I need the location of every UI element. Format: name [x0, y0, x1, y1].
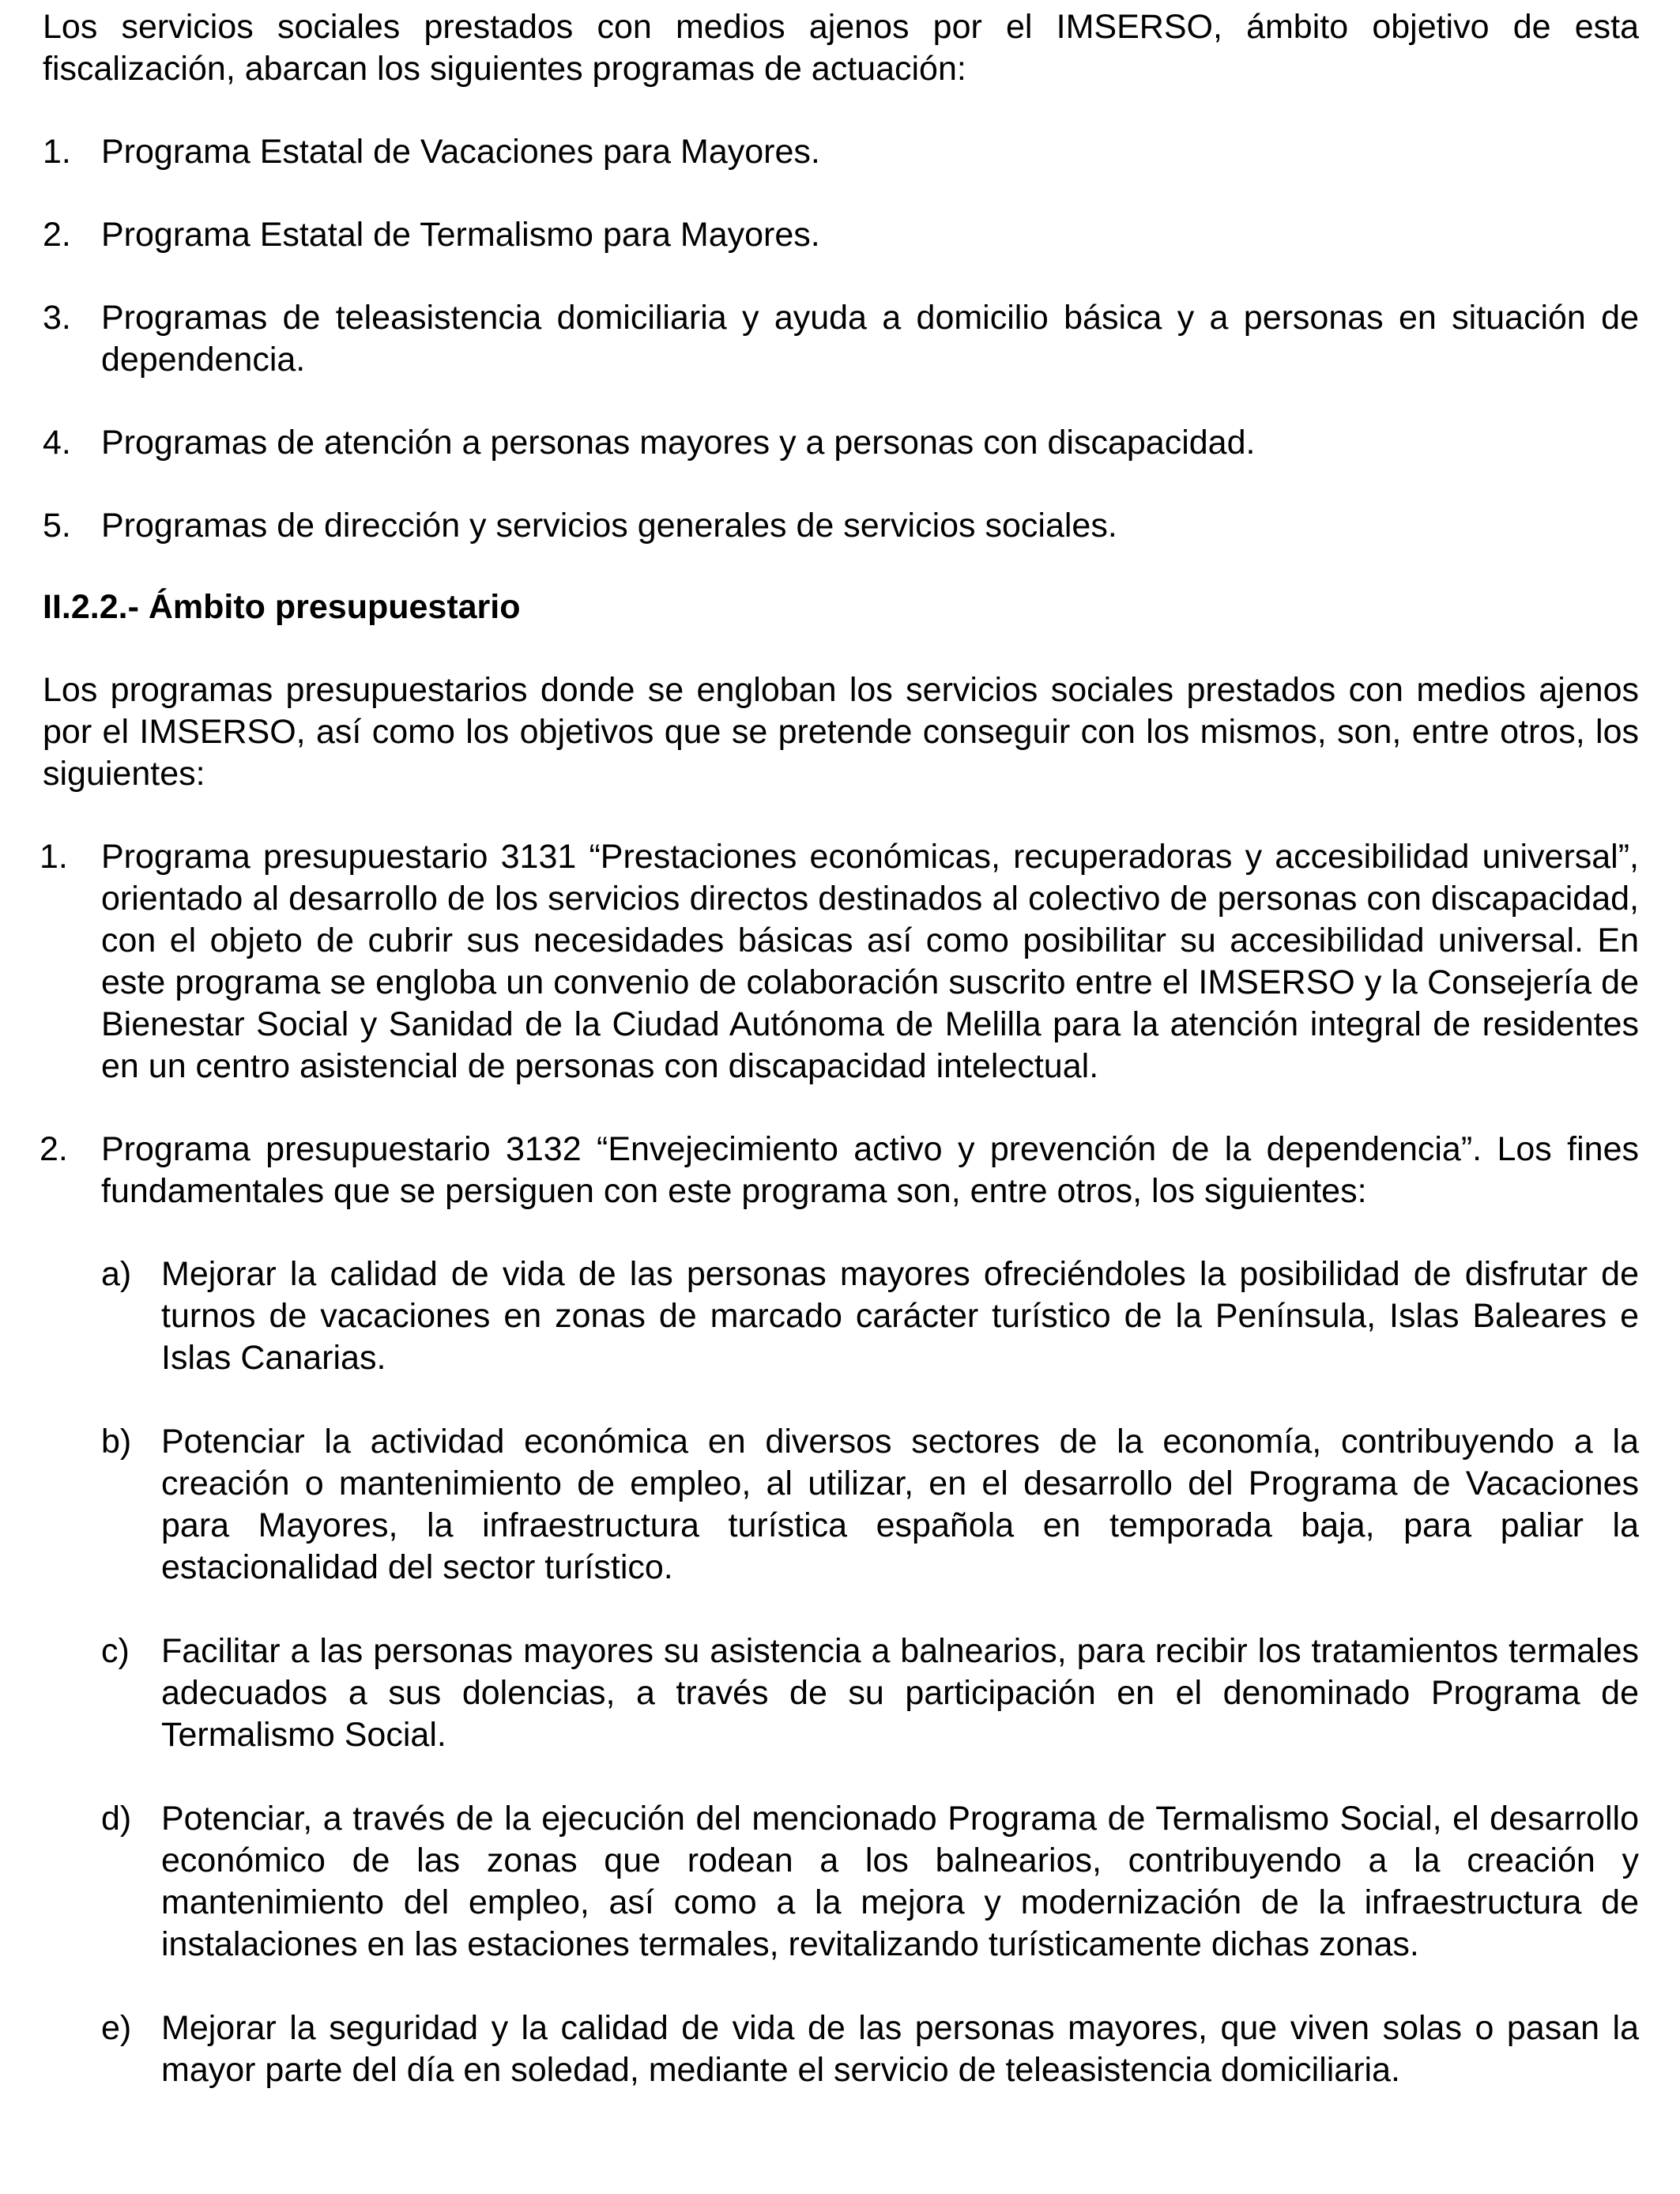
budget-program-text: Programa presupuestario 3132 “Envejecimiento activo y prevención de la dependencia”. Los fines fundamentales que se persiguen con este programa son, entre otros, los siguientes: [101, 1130, 1639, 1210]
program-item [43, 131, 1639, 173]
document-page [40, 6, 1639, 2091]
program-item [43, 422, 1639, 464]
program-text: Programas de teleasistencia domiciliaria y ayuda a domicilio básica y a personas en situación de dependencia. [101, 299, 1639, 379]
objective-text: Potenciar la actividad económica en diversos sectores de la economía, contribuyendo a la creación o mantenimiento de empleo, al utilizar, en el desarrollo del Programa de Vacaciones para Mayores, la infraestructura turística española en temporada baja, para paliar la estacionalidad del sector turístico. [161, 1423, 1639, 1586]
program-text: Programas de dirección y servicios generales de servicios sociales. [101, 507, 1117, 545]
program-text: Programas de atención a personas mayores y a personas con discapacidad. [101, 424, 1256, 462]
program-number: 2. [43, 216, 71, 254]
objective-letter: c) [101, 1632, 130, 1670]
objective-item [43, 1798, 1639, 1966]
objective-text: Mejorar la seguridad y la calidad de vida de las personas mayores, que viven solas o pasan la mayor parte del día en soledad, mediante el servicio de teleasistencia domiciliaria. [161, 2009, 1639, 2089]
program-item [43, 214, 1639, 256]
budget-program-number: 2. [40, 1130, 68, 1168]
objective-text: Potenciar, a través de la ejecución del mencionado Programa de Termalismo Social, el desarrollo económico de las zonas que rodean a los balnearios, contribuyendo a la creación y mantenimiento del empleo, así como a la mejora y modernización de la infraestructura de instalaciones en las estaciones termales, revitalizando turísticamente dichas zonas. [161, 1800, 1639, 1963]
program-number: 1. [43, 133, 71, 171]
budget-program-text: Programa presupuestario 3131 “Prestaciones económicas, recuperadoras y accesibilidad universal”, orientado al desarrollo de los servicios directos destinados al colectivo de personas con discapacidad, con el objeto de cubrir sus necesidades básicas así como posibilitar su accesibilidad universal. En este programa se engloba un convenio de colaboración suscrito entre el IMSERSO y la Consejería de Bienestar Social y Sanidad de la Ciudad Autónoma de Melilla para la atención integral de residentes en un centro asistencial de personas con discapacidad intelectual. [101, 838, 1639, 1085]
objective-letter: a) [101, 1255, 132, 1293]
budget-intro-paragraph: Los programas presupuestarios donde se engloban los servicios sociales prestados con medios ajenos por el IMSERSO, así como los objetivos que se pretende conseguir con los mismos, son, entre otros, los siguientes: [43, 671, 1639, 793]
program-item [43, 505, 1639, 547]
objective-item [43, 1253, 1639, 1379]
section-heading: II.2.2.- Ámbito presupuestario [43, 588, 521, 626]
program-text: Programa Estatal de Termalismo para Mayores. [101, 216, 820, 254]
objective-text: Mejorar la calidad de vida de las personas mayores ofreciéndoles la posibilidad de disfrutar de turnos de vacaciones en zonas de marcado carácter turístico de la Península, Islas Baleares e Islas Canarias. [161, 1255, 1639, 1377]
objective-text: Facilitar a las personas mayores su asistencia a balnearios, para recibir los tratamientos termales adecuados a sus dolencias, a través de su participación en el denominado Programa de Termalismo Social. [161, 1632, 1639, 1754]
program-number: 4. [43, 424, 71, 462]
budget-program-number: 1. [40, 838, 68, 876]
program-item [43, 297, 1639, 381]
objective-item [43, 1421, 1639, 1589]
objective-letter: b) [101, 1423, 132, 1461]
objective-item [43, 1630, 1639, 1756]
objective-item [43, 2007, 1639, 2091]
intro-paragraph: Los servicios sociales prestados con medios ajenos por el IMSERSO, ámbito objetivo de esta fiscalización, abarcan los siguientes programas de actuación: [43, 8, 1639, 88]
program-number: 3. [43, 299, 71, 337]
objective-letter: d) [101, 1800, 132, 1838]
budget-program-item [40, 1129, 1639, 1212]
objective-letter: e) [101, 2009, 132, 2047]
program-number: 5. [43, 507, 71, 545]
budget-program-item [40, 836, 1639, 1088]
program-text: Programa Estatal de Vacaciones para Mayores. [101, 133, 820, 171]
